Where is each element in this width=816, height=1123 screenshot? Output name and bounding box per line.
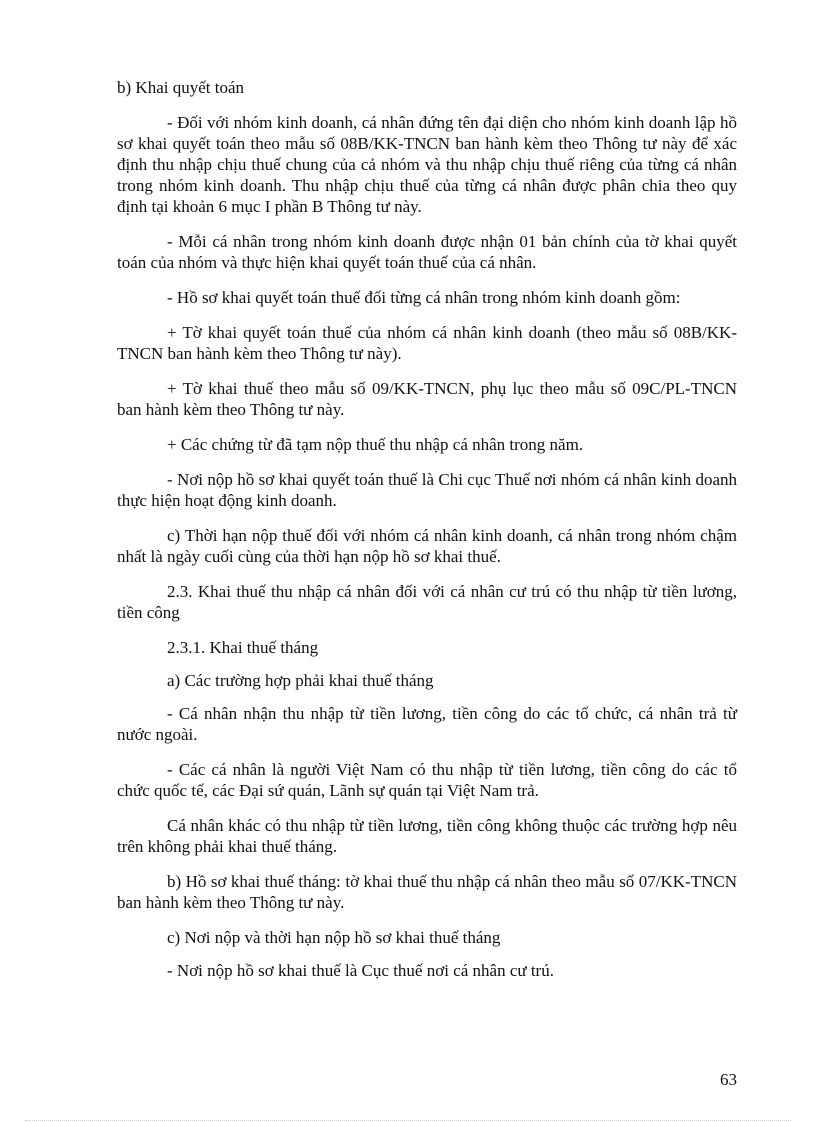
paragraph-8: - Nơi nộp hồ sơ khai quyết toán thuế là Chi cục Thuế nơi nhóm cá nhân kinh doanh thực hiện hoạt động kinh doanh. <box>117 470 737 510</box>
paragraph-15: Cá nhân khác có thu nhập từ tiền lương, tiền công không thuộc các trường hợp nêu trên không phải khai thuế tháng. <box>117 816 737 856</box>
paragraph-4: - Hồ sơ khai quyết toán thuế đối từng cá nhân trong nhóm kinh doanh gồm: <box>167 288 681 307</box>
section-heading-2-3: 2.3. Khai thuế thu nhập cá nhân đối với cá nhân cư trú có thu nhập từ tiền lương, tiền công <box>117 582 737 622</box>
footer-divider <box>25 1120 791 1121</box>
paragraph-14: - Các cá nhân là người Việt Nam có thu nhập từ tiền lương, tiền công do các tổ chức quốc tế, các Đại sứ quán, Lãnh sự quán tại Việt Nam trả. <box>117 760 737 800</box>
paragraph-5: + Tờ khai quyết toán thuế của nhóm cá nhân kinh doanh (theo mẫu số 08B/KK-TNCN ban hành kèm theo Thông tư này). <box>117 323 737 363</box>
paragraph-9: c) Thời hạn nộp thuế đối với nhóm cá nhân kinh doanh, cá nhân trong nhóm chậm nhất là ngày cuối cùng của thời hạn nộp hồ sơ khai thuế. <box>117 526 737 566</box>
paragraph-7: + Các chứng từ đã tạm nộp thuế thu nhập cá nhân trong năm. <box>167 435 584 454</box>
paragraph-6: + Tờ khai thuế theo mẫu số 09/KK-TNCN, phụ lục theo mẫu số 09C/PL-TNCN ban hành kèm theo Thông tư này. <box>117 379 737 419</box>
paragraph-1: b) Khai quyết toán <box>117 78 244 97</box>
section-heading-2-3-1: 2.3.1. Khai thuế tháng <box>167 638 319 657</box>
paragraph-3: - Mỗi cá nhân trong nhóm kinh doanh được nhận 01 bản chính của tờ khai quyết toán của nhóm và thực hiện khai quyết toán thuế của cá nhân. <box>117 232 737 272</box>
paragraph-16: b) Hồ sơ khai thuế tháng: tờ khai thuế thu nhập cá nhân theo mẫu số 07/KK-TNCN ban hành kèm theo Thông tư này. <box>117 872 737 912</box>
paragraph-12: a) Các trường hợp phải khai thuế tháng <box>167 671 434 690</box>
page-number: 63 <box>720 1070 737 1089</box>
paragraph-2: - Đối với nhóm kinh doanh, cá nhân đứng tên đại diện cho nhóm kinh doanh lập hồ sơ khai quyết toán theo mẫu số 08B/KK-TNCN ban hành kèm theo Thông tư này để xác định thu nhập chịu thuế chung của cả nhóm và thu nhập chịu thuế riêng của từng cá nhân trong nhóm kinh doanh. Thu nhập chịu thuế của từng cá nhân được phân chia theo quy định tại khoản 6 mục I phần B Thông tư này. <box>117 113 737 216</box>
page-body <box>117 77 737 995</box>
paragraph-17: c) Nơi nộp và thời hạn nộp hồ sơ khai thuế tháng <box>167 928 501 947</box>
paragraph-13: - Cá nhân nhận thu nhập từ tiền lương, tiền công do các tổ chức, cá nhân trả từ nước ngoài. <box>117 704 737 744</box>
paragraph-18: - Nơi nộp hồ sơ khai thuế là Cục thuế nơi cá nhân cư trú. <box>167 961 554 980</box>
